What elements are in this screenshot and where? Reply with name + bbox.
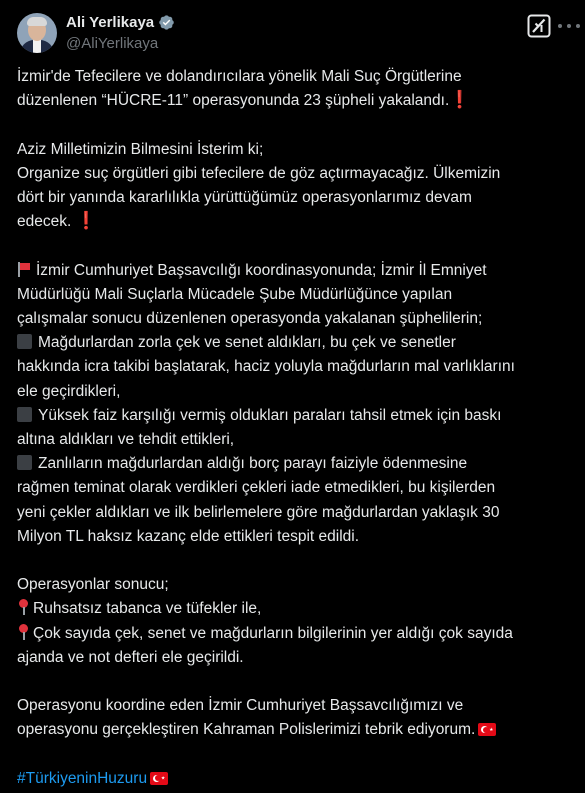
tweet-line — [17, 259, 577, 283]
tweet-line-text: edecek. — [17, 213, 76, 231]
avatar-shirt — [33, 39, 41, 53]
tweet-text — [17, 65, 577, 791]
tweet-line — [17, 89, 577, 113]
author-name-row[interactable] — [66, 14, 175, 31]
tweet-line-text: İzmir'de Tefecilere ve dolandırıcılara yönelik Mali Suç Örgütlerine — [17, 68, 462, 85]
tweet-line-text: yeni çekler aldıkları ve ilk belirlemelere göre mağdurlardan yaklaşık 30 — [17, 503, 500, 521]
grok-icon[interactable] — [527, 14, 551, 38]
tweet-line-text: Organize suç örgütleri gibi tefecilere de göz açtırmayacağız. Ülkemizin — [17, 164, 501, 182]
tweet-line-text: İzmir Cumhuriyet Başsavcılığı koordinasyonunda; İzmir İl Emniyet — [36, 261, 487, 279]
tweet-line — [17, 331, 577, 355]
author-display-name[interactable]: Ali Yerlikaya — [66, 14, 155, 31]
tweet-line-text: Mağdurlardan zorla çek ve senet aldıkları, bu çek ve senetler — [38, 334, 456, 352]
tweet-line — [17, 573, 577, 597]
tweet-line — [17, 210, 577, 234]
tweet-line — [17, 138, 577, 162]
exclamation-icon: ❗ — [75, 211, 97, 231]
tweet-line-text: Milyon TL haksız kazanç elde ettikleri tespit edildi. — [17, 527, 360, 545]
tweet-line — [17, 452, 577, 476]
hashtag-link[interactable]: #TürkiyeninHuzuru — [17, 769, 148, 787]
black-square-icon — [17, 407, 32, 422]
turkey-flag-icon — [150, 772, 168, 785]
author-avatar[interactable] — [17, 13, 57, 53]
tweet-line — [17, 646, 577, 670]
tweet-line — [17, 404, 577, 428]
tweet-line — [17, 622, 577, 646]
tweet-line — [17, 380, 577, 404]
tweet-line — [17, 355, 577, 379]
tweet-line-text: Aziz Milletimizin Bilmesini İsterim ki; — [17, 140, 264, 158]
verified-badge-icon — [158, 14, 175, 31]
tweet-line — [17, 186, 577, 210]
tweet-line — [17, 501, 577, 525]
tweet-line — [17, 113, 577, 137]
tweet-line-text: Ruhsatsız tabanca ve tüfekler ile, — [33, 600, 262, 618]
tweet-line — [17, 476, 577, 500]
tweet-line — [17, 162, 577, 186]
tweet-line — [17, 718, 577, 742]
author-handle[interactable]: @AliYerlikaya — [66, 35, 159, 52]
tweet-line — [17, 549, 577, 573]
tweet-line-text: hakkında icra takibi başlatarak, haciz yoluyla mağdurların mal varlıklarını — [17, 358, 515, 376]
more-options-icon[interactable] — [558, 16, 580, 36]
tweet-line — [17, 307, 577, 331]
pushpin-icon — [17, 599, 29, 615]
tweet-line-text: Yüksek faiz karşılığı vermiş oldukları paraları tahsil etmek için baskı — [38, 406, 502, 424]
tweet-line — [17, 428, 577, 452]
tweet-line-text: rağmen teminat olarak verdikleri çekleri iade etmedikleri, bu kişilerden — [17, 479, 496, 497]
tweet-line-text: Çok sayıda çek, senet ve mağdurların bilgilerinin yer aldığı çok sayıda — [33, 624, 513, 642]
black-square-icon — [17, 334, 32, 349]
tweet-line-text: operasyonu gerçekleştiren Kahraman Polislerimizi tebrik ediyorum. — [17, 721, 476, 739]
exclamation-icon: ❗ — [449, 90, 471, 110]
tweet-line — [17, 283, 577, 307]
tweet-line — [17, 743, 577, 767]
tweet-line-text: düzenlenen “HÜCRE-11” operasyonunda 23 şüpheli yakalandı. — [17, 92, 450, 110]
black-square-icon — [17, 455, 32, 470]
tweet-line-text: ajanda ve not defteri ele geçirildi. — [17, 648, 244, 666]
tweet-line-text: Müdürlüğü Mali Suçlarla Mücadele Şube Müdürlüğünce yapılan — [17, 285, 453, 303]
tweet-line — [17, 694, 577, 718]
tweet-line-text: ele geçirdikleri, — [17, 382, 121, 400]
avatar-hair — [27, 17, 47, 26]
tweet-line — [17, 597, 577, 621]
tweet-line-text: dört bir yanında kararlılıkla yürüttüğümüz operasyonlarımız devam — [17, 189, 472, 206]
turkey-flag-icon — [478, 723, 496, 736]
tweet-line — [17, 767, 577, 791]
tweet-line-text: Zanlıların mağdurlardan aldığı borç parayı faiziyle ödenmesine — [38, 455, 468, 473]
tweet-line — [17, 234, 577, 258]
tweet-line — [17, 525, 577, 549]
tweet-line-text: altına aldıkları ve tehdit ettikleri, — [17, 431, 235, 449]
tweet-line — [17, 65, 577, 89]
red-flag-icon — [17, 262, 31, 277]
tweet-line-text: Operasyonlar sonucu; — [17, 576, 169, 594]
tweet-line-text: çalışmalar sonucu düzenlenen operasyonda yakalanan şüphelilerin; — [17, 310, 483, 327]
pushpin-icon — [17, 624, 29, 640]
tweet-line — [17, 670, 577, 694]
tweet-line-text: Operasyonu koordine eden İzmir Cumhuriyet Başsavcılığımızı ve — [17, 697, 464, 715]
